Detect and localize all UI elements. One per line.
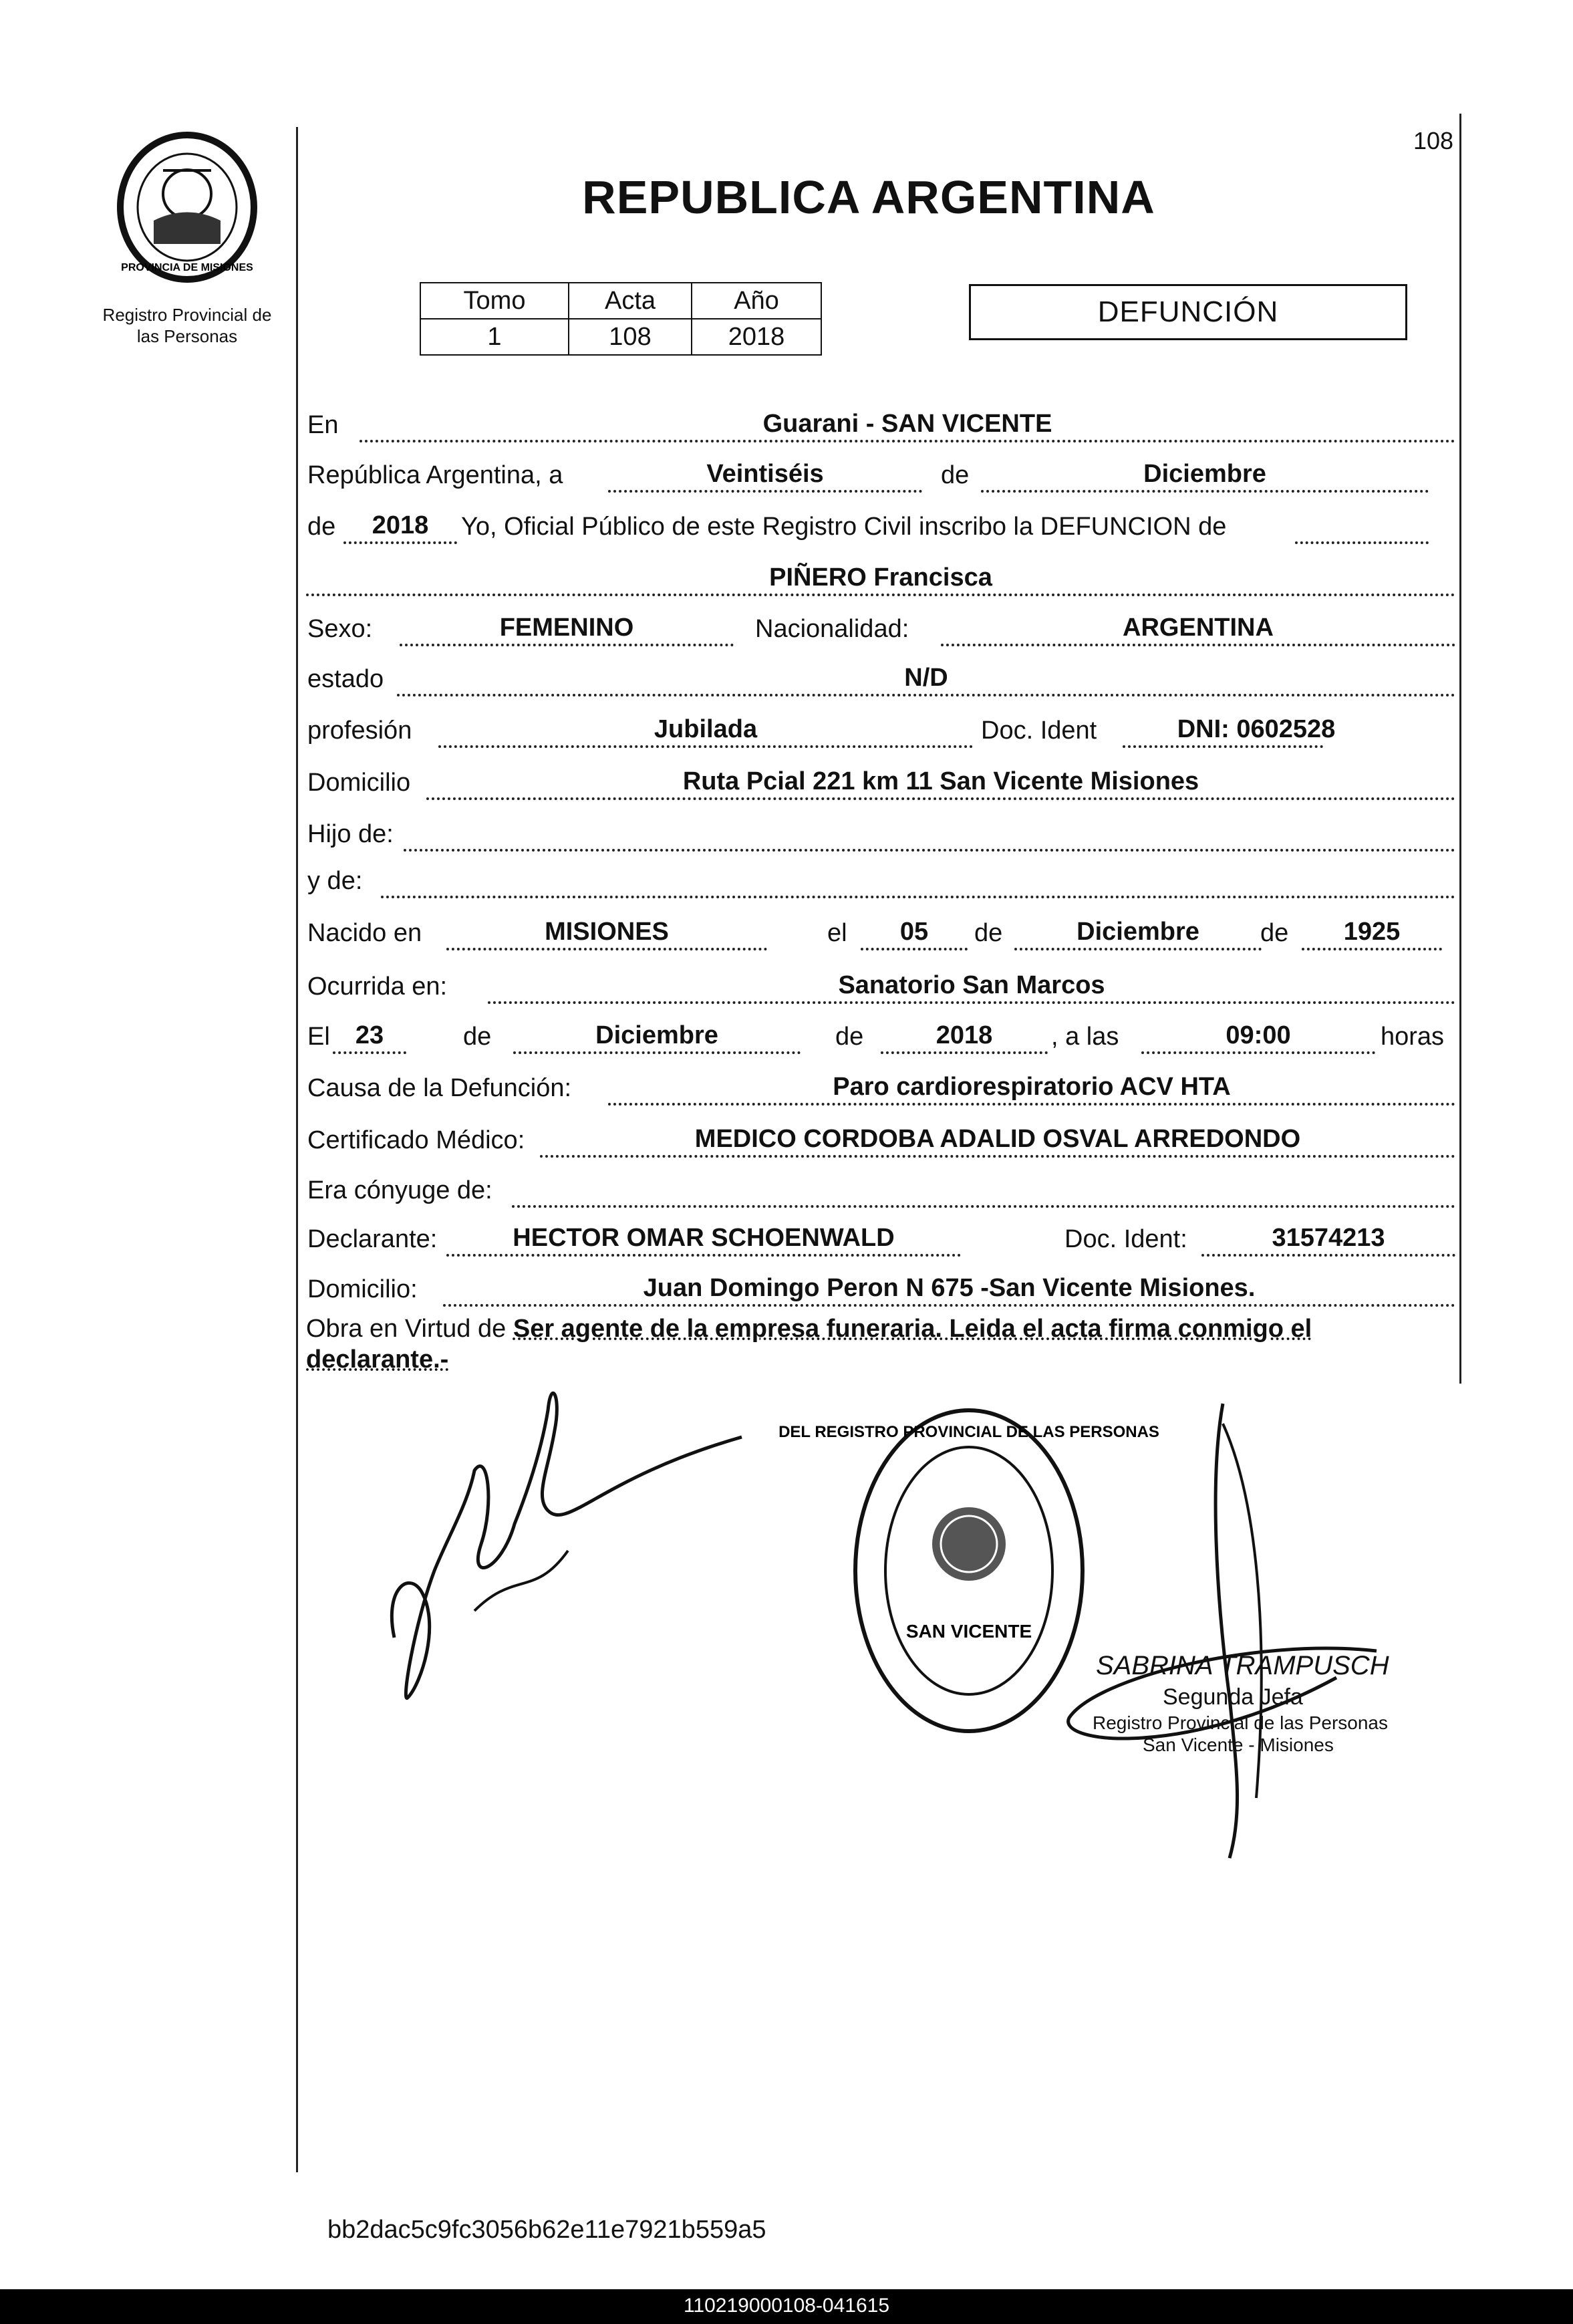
- row-estado: [306, 655, 1459, 702]
- causa-label: Causa de la Defunción:: [307, 1074, 572, 1102]
- row-republica: [306, 451, 1459, 498]
- record-table-header-acta: Acta: [569, 283, 692, 319]
- left-margin-rule: [296, 127, 298, 2172]
- ocurrida-value: Sanatorio San Marcos: [838, 971, 1105, 999]
- ocurrida-label: Ocurrida en:: [307, 973, 448, 1001]
- de-label-6: de: [835, 1023, 864, 1051]
- row-domicilio: [306, 759, 1459, 805]
- alas-label: , a las: [1051, 1023, 1119, 1051]
- footer-code: 110219000108-041615: [683, 2295, 890, 2317]
- row-obra: [306, 1313, 1459, 1375]
- profesion-label: profesión: [307, 717, 412, 745]
- mes-value: Diciembre: [1143, 460, 1266, 488]
- record-table-value-acta: 108: [569, 319, 692, 355]
- nombre-value: PIÑERO Francisca: [769, 563, 992, 592]
- record-type-box: DEFUNCIÓN: [969, 284, 1407, 340]
- row-yo: [306, 503, 1459, 549]
- en-value: Guarani - SAN VICENTE: [762, 410, 1052, 438]
- seal-bottom-text: SAN VICENTE: [905, 1621, 1032, 1642]
- right-margin-rule: [1459, 114, 1461, 1384]
- estado-value: N/D: [904, 664, 948, 692]
- logo-caption-line-1: Registro Provincial de: [102, 305, 272, 325]
- logo-caption-line-2: las Personas: [136, 326, 238, 346]
- signer-name: SABRINA TRAMPUSCH: [1096, 1651, 1389, 1680]
- decl-domicilio-label: Domicilio:: [307, 1275, 418, 1303]
- nacido-anio-value: 1925: [1343, 918, 1401, 946]
- record-table-header-tomo: Tomo: [420, 283, 569, 319]
- row-declarante: [306, 1215, 1459, 1262]
- conyuge-line: [512, 1190, 1455, 1208]
- document-hash: bb2dac5c9fc3056b62e11e7921b559a5: [327, 2216, 766, 2244]
- nacionalidad-label: Nacionalidad:: [755, 615, 909, 643]
- conyuge-label: Era cónyuge de:: [307, 1176, 492, 1204]
- de-label: de: [941, 461, 970, 489]
- record-table-value-tomo: 1: [420, 319, 569, 355]
- causa-value: Paro cardiorespiratorio ACV HTA: [833, 1073, 1231, 1101]
- decl-domicilio-value: Juan Domingo Peron N 675 -San Vicente Misiones.: [643, 1274, 1256, 1302]
- yo-line: [1295, 527, 1429, 544]
- row-en: [306, 401, 1459, 448]
- record-table: [420, 282, 822, 356]
- row-hijo: [306, 810, 1459, 857]
- yde-line: [381, 881, 1455, 898]
- de-label-4: de: [1260, 919, 1289, 947]
- en-label: En: [307, 411, 339, 439]
- doc-ident-label: Doc. Ident: [981, 717, 1097, 745]
- anio-value: 2018: [372, 511, 429, 539]
- yo-text: Yo, Oficial Público de este Registro Civil inscribo la DEFUNCION de: [461, 513, 1227, 541]
- nacido-mes-value: Diciembre: [1077, 918, 1199, 946]
- declarant-signature: [381, 1370, 755, 1718]
- dia-value: Veintiséis: [706, 460, 824, 488]
- province-logo: [114, 130, 261, 284]
- row-certificado: [306, 1116, 1459, 1163]
- yde-label: y de:: [307, 867, 363, 895]
- de-label-2: de: [307, 513, 336, 541]
- estado-label: estado: [307, 665, 384, 693]
- row-causa: [306, 1064, 1459, 1111]
- row-fallecimiento: [306, 1013, 1459, 1059]
- nacionalidad-value: ARGENTINA: [1123, 614, 1274, 642]
- domicilio-label: Domicilio: [307, 769, 411, 797]
- row-conyuge: [306, 1166, 1459, 1213]
- nacido-lugar-value: MISIONES: [545, 918, 669, 946]
- record-table-value-anio: 2018: [692, 319, 821, 355]
- profesion-value: Jubilada: [654, 715, 758, 743]
- row-profesion: [306, 706, 1459, 753]
- hijo-label: Hijo de:: [307, 820, 394, 848]
- declarante-value: HECTOR OMAR SCHOENWALD: [513, 1224, 895, 1252]
- decl-doc-label: Doc. Ident:: [1064, 1225, 1187, 1253]
- fallec-dia-value: 23: [355, 1021, 384, 1049]
- declarante-label: Declarante:: [307, 1225, 438, 1253]
- page-number: 108: [1413, 127, 1454, 154]
- row-yde: [306, 857, 1459, 904]
- signer-role: Segunda Jefa: [1163, 1684, 1303, 1710]
- obra-label: Obra en Virtud de: [306, 1315, 507, 1343]
- logo-caption: [80, 304, 294, 347]
- sexo-value: FEMENINO: [499, 614, 634, 642]
- seal-ring-text: DEL REGISTRO PROVINCIAL DE LAS PERSONAS: [778, 1423, 1159, 1441]
- page-title: REPUBLICA ARGENTINA: [582, 171, 1155, 223]
- row-nacido: [306, 909, 1459, 956]
- certificado-label: Certificado Médico:: [307, 1126, 525, 1154]
- obra-value: Ser agente de la empresa funeraria. Leida el acta firma conmigo el declarante.-: [306, 1315, 1312, 1374]
- horas-label: horas: [1381, 1023, 1445, 1051]
- logo-ring-text: PROVINCIA DE MISIONES: [121, 262, 253, 273]
- sexo-label: Sexo:: [307, 615, 373, 643]
- row-decl-domicilio: [306, 1265, 1459, 1312]
- row-nombre: [306, 555, 1459, 602]
- de-label-3: de: [974, 919, 1003, 947]
- domicilio-value: Ruta Pcial 221 km 11 San Vicente Misiones: [682, 767, 1199, 795]
- el-label-2: El: [307, 1023, 330, 1051]
- de-label-5: de: [463, 1023, 492, 1051]
- officer-signature: [1056, 1397, 1417, 1865]
- el-label: el: [827, 919, 847, 947]
- nacido-dia-value: 05: [899, 918, 929, 946]
- record-table-header-row: [420, 283, 821, 319]
- record-table-value-row: [420, 319, 821, 355]
- certificado-value: MEDICO CORDOBA ADALID OSVAL ARREDONDO: [694, 1125, 1301, 1153]
- row-sexo: [306, 605, 1459, 652]
- fallec-anio-value: 2018: [936, 1021, 993, 1049]
- signer-office: Registro Provincial de las Personas: [1093, 1712, 1388, 1733]
- decl-doc-value: 31574213: [1272, 1224, 1385, 1252]
- nacido-label: Nacido en: [307, 919, 422, 947]
- row-ocurrida: [306, 962, 1459, 1009]
- republica-label: República Argentina, a: [307, 461, 563, 489]
- fallec-hora-value: 09:00: [1226, 1021, 1291, 1049]
- hijo-line: [404, 834, 1455, 852]
- doc-ident-value: DNI: 0602528: [1177, 715, 1336, 743]
- signer-place: San Vicente - Misiones: [1143, 1734, 1334, 1755]
- fallec-mes-value: Diciembre: [595, 1021, 718, 1049]
- record-table-header-anio: Año: [692, 283, 821, 319]
